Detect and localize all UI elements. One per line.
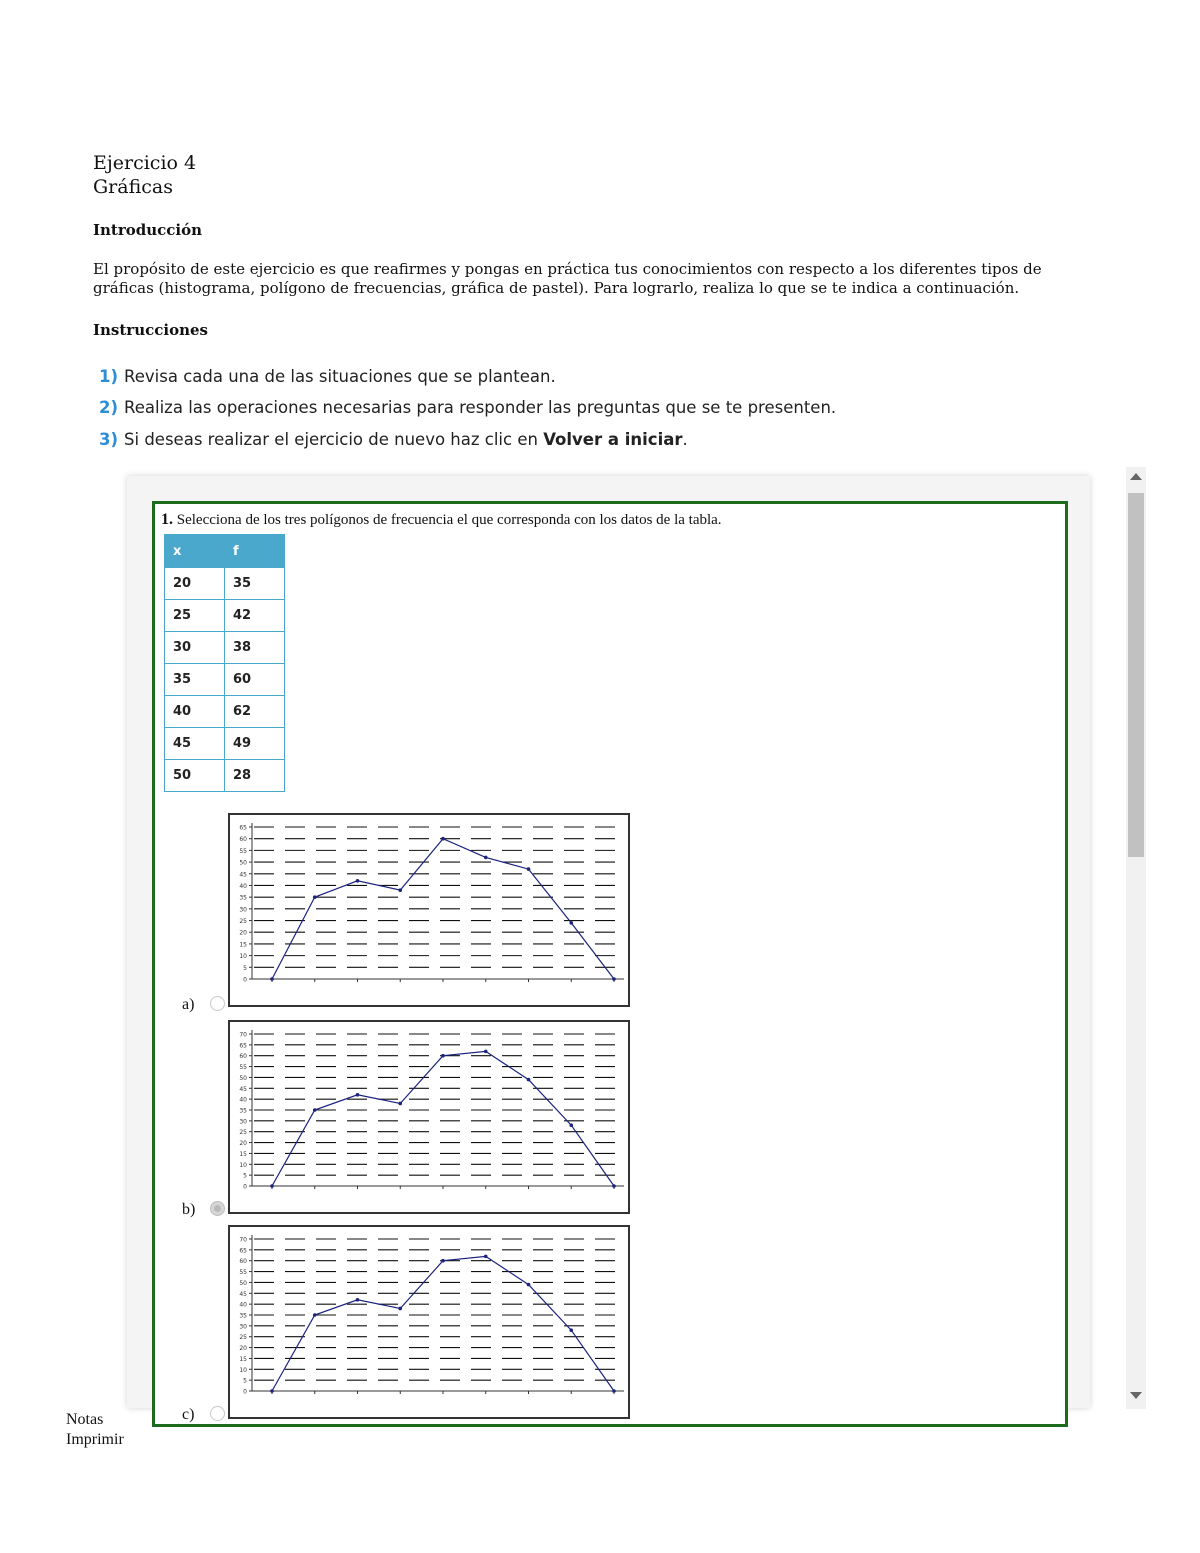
data-point	[569, 1123, 573, 1127]
option-b-radio[interactable]	[210, 1201, 225, 1216]
table-header-x: x	[165, 535, 225, 568]
y-tick-label: 10	[239, 1161, 247, 1169]
y-tick-label: 30	[239, 1118, 247, 1126]
frequency-polygon-a	[230, 815, 628, 1005]
y-tick-label: 45	[239, 1290, 247, 1298]
question-prompt: Selecciona de los tres polígonos de frecuencia el que corresponda con los datos de la tabla.	[176, 512, 722, 528]
y-tick-label: 60	[239, 836, 247, 844]
exercise-panel	[152, 501, 1068, 1427]
scroll-down-arrow-icon[interactable]	[1130, 1392, 1142, 1399]
step-text: Revisa cada una de las situaciones que se plantean.	[124, 367, 556, 386]
y-tick-label: 20	[239, 1140, 247, 1148]
table-row	[165, 696, 285, 728]
option-b-label: b)	[182, 1201, 196, 1218]
y-tick-label: 15	[239, 1355, 247, 1363]
table-cell-f: 35	[225, 568, 285, 600]
y-tick-label: 40	[239, 1096, 247, 1104]
y-tick-label: 5	[243, 964, 247, 972]
y-tick-label: 35	[239, 894, 247, 902]
scrollbar-thumb[interactable]	[1128, 493, 1144, 857]
question-number: 1.	[161, 511, 173, 528]
y-tick-label: 60	[239, 1053, 247, 1061]
y-tick-label: 30	[239, 906, 247, 914]
question-text	[161, 511, 722, 529]
table-cell-x: 20	[165, 568, 225, 600]
instruction-step-2	[99, 398, 836, 417]
y-tick-label: 25	[239, 1334, 247, 1342]
notes-link[interactable]: Notas	[66, 1411, 104, 1428]
y-tick-label: 55	[239, 847, 247, 855]
step-number: 3)	[99, 430, 119, 449]
y-tick-label: 25	[239, 918, 247, 926]
option-c-chart	[228, 1225, 630, 1419]
table-cell-x: 50	[165, 760, 225, 792]
y-tick-label: 10	[239, 1366, 247, 1374]
series-line	[272, 1256, 614, 1391]
option-a-radio[interactable]	[210, 996, 225, 1011]
y-tick-label: 45	[239, 871, 247, 879]
table-cell-f: 62	[225, 696, 285, 728]
y-tick-label: 55	[239, 1269, 247, 1277]
step-text: Realiza las operaciones necesarias para responder las preguntas que se te presenten.	[124, 398, 837, 417]
print-link[interactable]: Imprimir	[66, 1431, 124, 1448]
data-point	[484, 1050, 488, 1054]
data-point	[398, 888, 402, 892]
y-tick-label: 20	[239, 929, 247, 937]
data-point	[441, 1054, 445, 1058]
data-point	[356, 1093, 360, 1097]
data-point	[527, 867, 531, 871]
table-cell-f: 28	[225, 760, 285, 792]
data-point	[441, 837, 445, 841]
y-tick-label: 25	[239, 1129, 247, 1137]
data-point	[569, 1328, 573, 1332]
y-tick-label: 70	[239, 1236, 247, 1244]
instruction-step-1	[99, 367, 556, 386]
table-row	[165, 632, 285, 664]
intro-text: El propósito de este ejercicio es que reafirmes y pongas en práctica tus conocimientos con respecto a los diferentes tipos de gráficas (histograma, polígono de frecuencias, gráfica de pastel). Para lograrlo, realiza lo que se te indica a continuación.	[93, 260, 1042, 297]
data-point	[484, 1255, 488, 1259]
y-tick-label: 50	[239, 1074, 247, 1082]
table-cell-f: 60	[225, 664, 285, 696]
table-row	[165, 600, 285, 632]
table-cell-x: 45	[165, 728, 225, 760]
table-cell-x: 35	[165, 664, 225, 696]
page-subtitle: Gráficas	[93, 176, 173, 198]
data-point	[527, 1078, 531, 1082]
table-cell-f: 42	[225, 600, 285, 632]
y-tick-label: 35	[239, 1312, 247, 1320]
data-point	[313, 1108, 317, 1112]
y-tick-label: 65	[239, 824, 247, 832]
y-tick-label: 50	[239, 1279, 247, 1287]
table-cell-x: 40	[165, 696, 225, 728]
data-point	[270, 977, 274, 981]
y-tick-label: 0	[243, 976, 247, 984]
table-row	[165, 760, 285, 792]
vertical-scrollbar[interactable]	[1126, 467, 1146, 1409]
data-point	[270, 1389, 274, 1393]
option-c-radio[interactable]	[210, 1406, 225, 1421]
table-cell-x: 30	[165, 632, 225, 664]
table-cell-f: 38	[225, 632, 285, 664]
y-tick-label: 40	[239, 882, 247, 890]
data-point	[270, 1184, 274, 1188]
y-tick-label: 15	[239, 941, 247, 949]
y-tick-label: 15	[239, 1150, 247, 1158]
data-point	[612, 1389, 616, 1393]
step-text-end: .	[682, 430, 688, 449]
frequency-table	[164, 534, 285, 792]
data-point	[612, 977, 616, 981]
option-a-label: a)	[182, 996, 195, 1013]
option-a-chart	[228, 813, 630, 1007]
data-point	[398, 1307, 402, 1311]
intro-heading: Introducción	[93, 221, 203, 239]
y-tick-label: 55	[239, 1064, 247, 1072]
step-text: Si deseas realizar el ejercicio de nuevo haz clic en	[124, 430, 544, 449]
option-b-chart	[228, 1020, 630, 1214]
instructions-heading: Instrucciones	[93, 321, 208, 339]
instruction-step-3	[99, 430, 688, 449]
y-tick-label: 5	[243, 1377, 247, 1385]
data-point	[313, 895, 317, 899]
y-tick-label: 65	[239, 1247, 247, 1255]
page-title: Ejercicio 4	[93, 152, 197, 174]
step-number: 1)	[99, 367, 119, 386]
y-tick-label: 65	[239, 1042, 247, 1050]
scroll-up-arrow-icon[interactable]	[1130, 473, 1142, 480]
y-tick-label: 30	[239, 1323, 247, 1331]
table-cell-x: 25	[165, 600, 225, 632]
y-tick-label: 50	[239, 859, 247, 867]
data-point	[356, 1298, 360, 1302]
data-point	[569, 921, 573, 925]
option-c-label: c)	[182, 1406, 195, 1423]
table-cell-f: 49	[225, 728, 285, 760]
data-point	[527, 1283, 531, 1287]
y-tick-label: 0	[243, 1388, 247, 1396]
y-tick-label: 70	[239, 1031, 247, 1039]
data-point	[484, 856, 488, 860]
table-row	[165, 568, 285, 600]
frequency-polygon-b	[230, 1022, 628, 1212]
frequency-polygon-c	[230, 1227, 628, 1417]
y-tick-label: 20	[239, 1345, 247, 1353]
table-row	[165, 664, 285, 696]
y-tick-label: 45	[239, 1085, 247, 1093]
data-point	[612, 1184, 616, 1188]
y-tick-label: 0	[243, 1183, 247, 1191]
data-point	[441, 1259, 445, 1263]
step-number: 2)	[99, 398, 119, 417]
table-row	[165, 728, 285, 760]
y-tick-label: 5	[243, 1172, 247, 1180]
y-tick-label: 60	[239, 1258, 247, 1266]
y-tick-label: 10	[239, 953, 247, 961]
series-line	[272, 1051, 614, 1186]
data-point	[398, 1102, 402, 1106]
y-tick-label: 35	[239, 1107, 247, 1115]
restart-link-text: Volver a iniciar	[543, 430, 683, 449]
table-header-f: f	[225, 535, 285, 568]
data-point	[313, 1313, 317, 1317]
y-tick-label: 40	[239, 1301, 247, 1309]
data-point	[356, 879, 360, 883]
